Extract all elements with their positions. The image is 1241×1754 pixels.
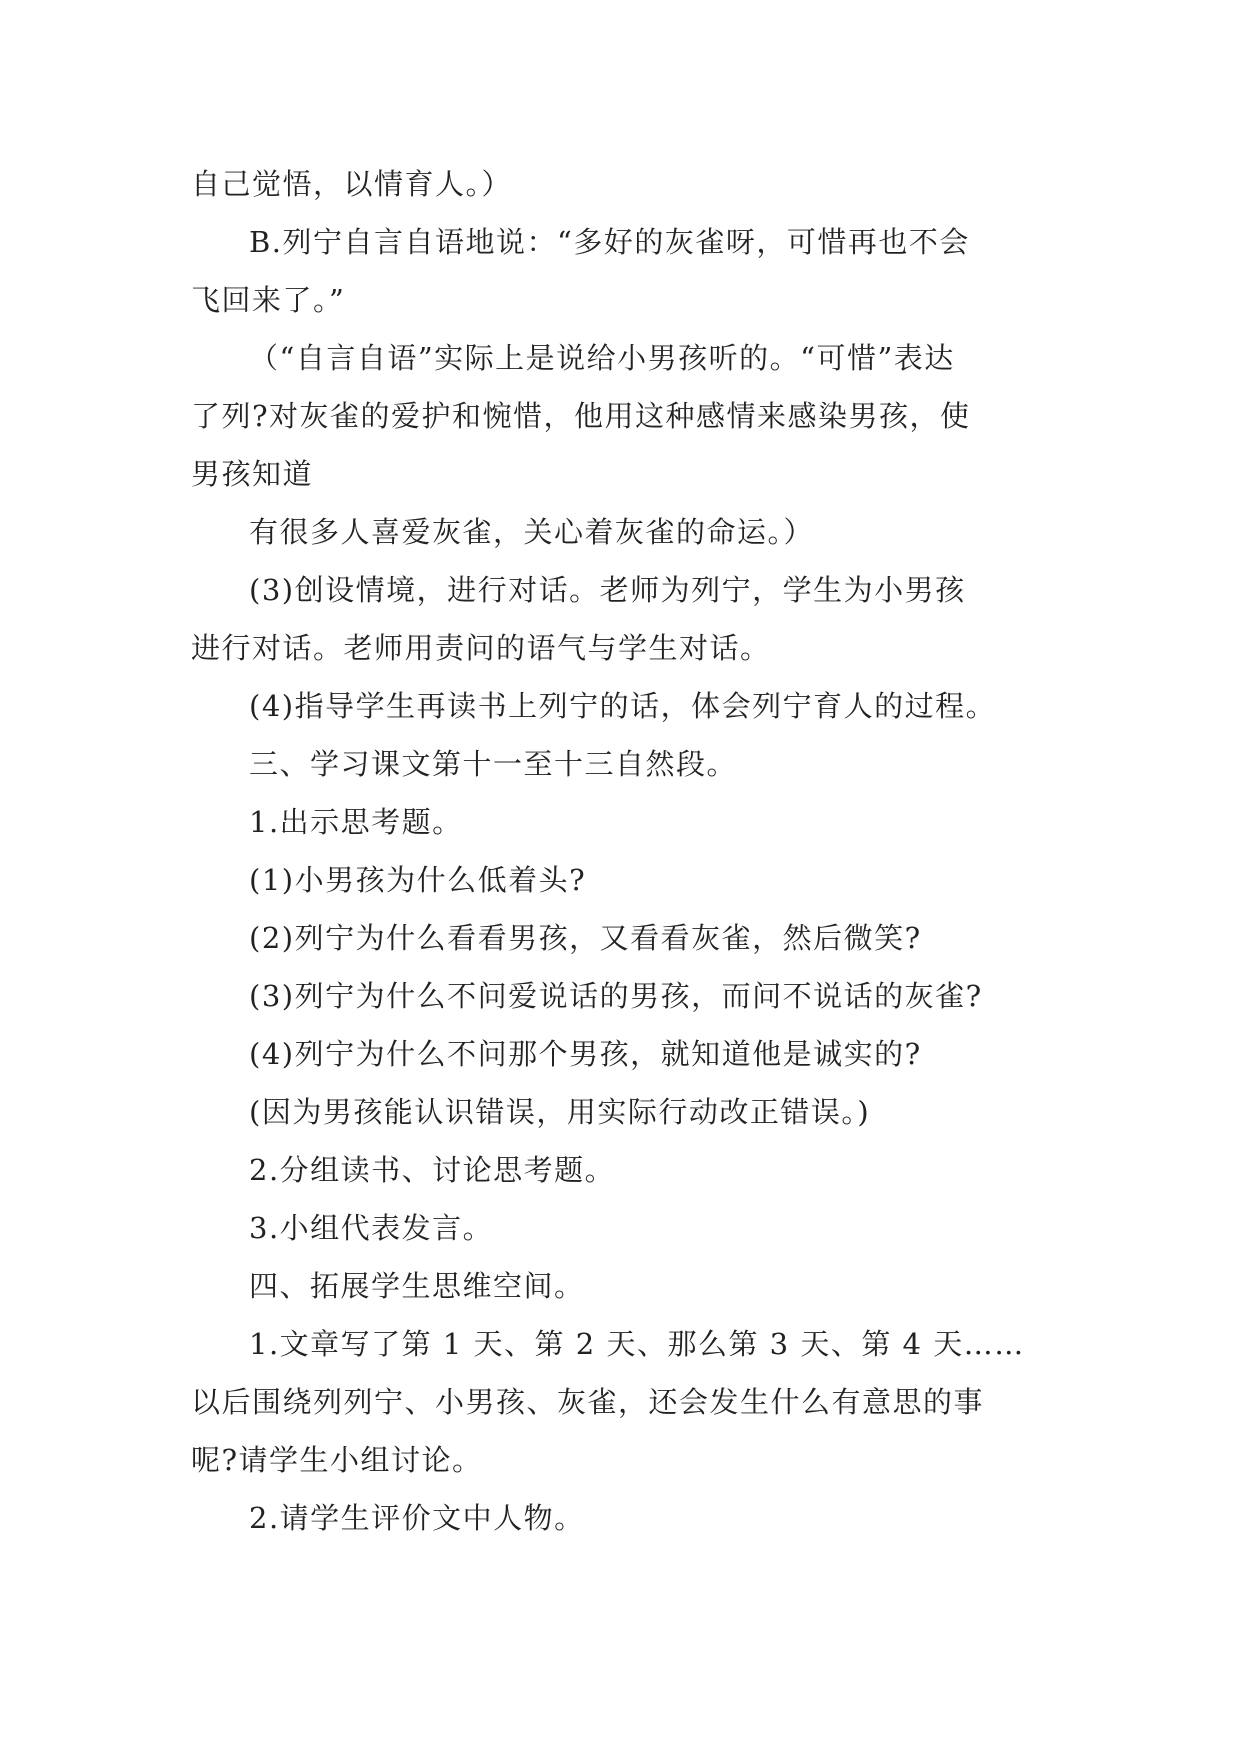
text-line: 2.分组读书、讨论思考题。	[249, 1153, 616, 1187]
text-line: 进行对话。老师用责问的语气与学生对话。	[191, 631, 771, 665]
question-item: (1)小男孩为什么低着头?	[249, 863, 587, 897]
text-line: 自己觉悟，以情育人。）	[191, 167, 513, 201]
text-line: 以后围绕列列宁、小男孩、灰雀，还会发生什么有意思的事	[191, 1385, 985, 1419]
question-item: (4)列宁为什么不问那个男孩，就知道他是诚实的?	[249, 1037, 922, 1071]
text-line: 有很多人喜爱灰雀，关心着灰雀的命运。）	[249, 515, 815, 549]
text-line: 2.请学生评价文中人物。	[249, 1501, 585, 1535]
text-line: （“自言自语”实际上是说给小男孩听的。“可惜”表达	[249, 341, 955, 375]
question-item: (3)列宁为什么不问爱说话的男孩，而问不说话的灰雀?	[249, 979, 983, 1013]
text-line: 呢?请学生小组讨论。	[191, 1443, 483, 1477]
text-line: (3)创设情境，进行对话。老师为列宁，学生为小男孩	[249, 573, 966, 607]
text-line: 1.出示思考题。	[249, 805, 463, 839]
text-line: 飞回来了。”	[191, 283, 346, 317]
section-heading: 三、学习课文第十一至十三自然段。	[249, 747, 738, 781]
text-line: (因为男孩能认识错误，用实际行动改正错误。)	[249, 1095, 871, 1129]
section-heading: 四、拓展学生思维空间。	[249, 1269, 585, 1303]
text-line: 3.小组代表发言。	[249, 1211, 494, 1245]
text-line: 男孩知道	[191, 457, 314, 491]
text-line: (4)指导学生再读书上列宁的话，体会列宁育人的过程。	[249, 689, 997, 723]
question-item: (2)列宁为什么看看男孩，又看看灰雀，然后微笑?	[249, 921, 922, 955]
document-body	[191, 155, 1051, 1547]
text-line: 了列?对灰雀的爱护和惋惜，他用这种感情来感染男孩，使	[191, 399, 971, 433]
text-line: 1.文章写了第 1 天、第 2 天、那么第 3 天、第 4 天……	[249, 1327, 1025, 1361]
text-line: B.列宁自言自语地说：“多好的灰雀呀，可惜再也不会	[249, 225, 970, 259]
